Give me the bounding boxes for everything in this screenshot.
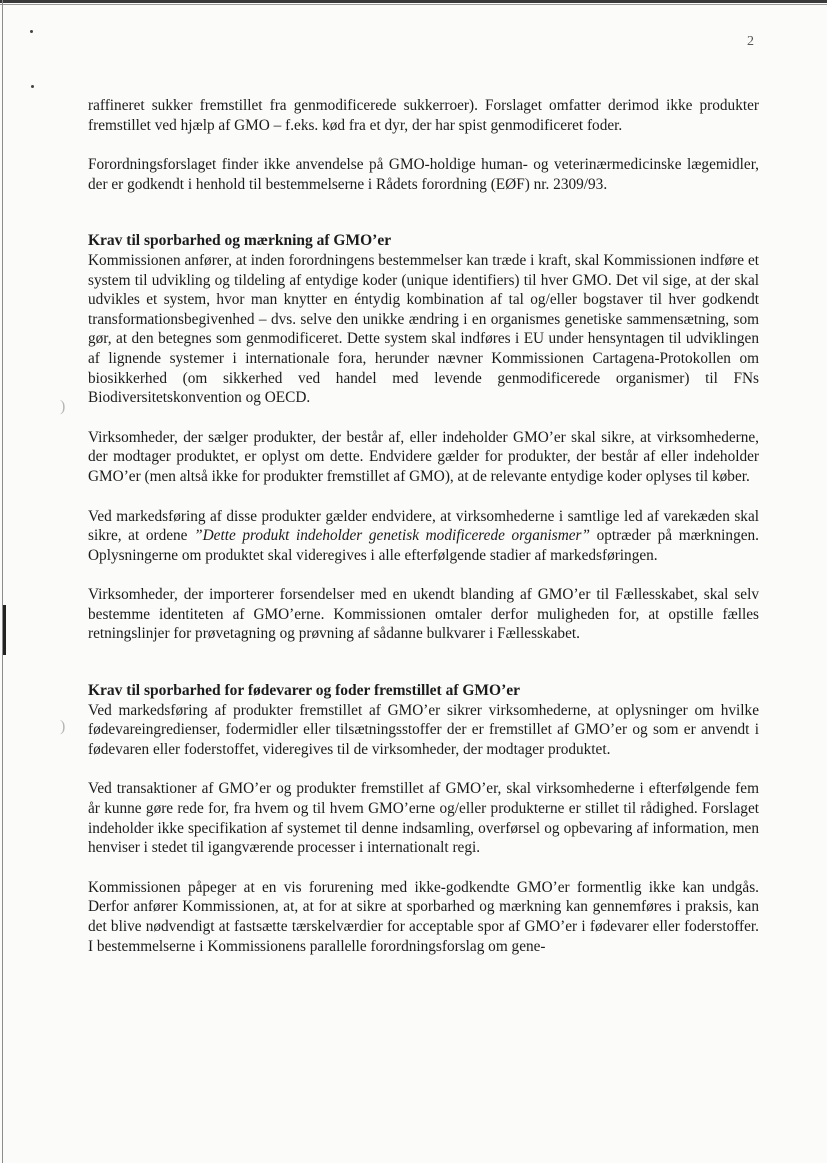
quoted-label-text: ”Dette produkt indeholder genetisk modificerede organismer”: [194, 527, 591, 545]
paragraph: Kommissionen påpeger at en vis forurening med ikke-godkendte GMO’er formentlig ikke kan undgås. Derfor anfører Kommissionen, at, at for at sikre at sporbarhed og mærkning kan gennemføres i praksis, kan det blive nødvendigt at fastsætte tærskelværdier for acceptable spor af GMO’er i fødevarer eller foderstoffer. I bestemmelserne i Kommissionens parallelle forordningsforslag om gene-: [88, 878, 759, 955]
scan-top-edge: [0, 0, 827, 3]
scan-speck: [30, 30, 33, 33]
paragraph: Virksomheder, der importerer forsendelser med en ukendt blanding af GMO’er til Fællesskabet, skal selv bestemme identiteten af GMO’erne. Kommissionen omtaler derfor muligheden for, at opstille fælles retningslinjer for prøvetagning og prøvning af sådanne bulkvarer i Fællesskabet.: [88, 586, 759, 643]
punch-hole-mark: ): [60, 718, 66, 735]
page-number: 2: [747, 34, 754, 49]
punch-hole-mark: ): [60, 398, 66, 415]
paragraph-text: Ved markedsføring af disse produkter gælder endvidere, at virksomhederne i samtlige led af varekæden skal sikre, at ordene: [88, 507, 759, 545]
scan-top-edge-line: [0, 4, 827, 5]
paragraph: Kommissionen anfører, at inden forordningens bestemmelser kan træde i kraft, skal Kommissionen indføre et system til udvikling og tildeling af entydige koder (unique identifiers) til hver GMO. Det vil sige, at der skal udvikles et system, hvor man knytter en éntydig kombination af tal og/eller bogstaver til hver godkendt transformationsbegivenhed – dvs. selve den unikke ændring i en organismes genetiske sammensætning, som gør, at den betegnes som genmodificeret. Dette system skal indføres i EU under hensyntagen til udviklingen af lignende systemer i internationale fora, herunder nævner Kommissionen Cartagena-Protokollen om biosikkerhed (om sikkerhed ved handel med levende genmodificerede organismer) til FNs Biodiversitetskonvention og OECD.: [88, 251, 759, 407]
scan-speck: [31, 85, 34, 88]
paragraph: Ved markedsføring af produkter fremstillet af GMO’er sikrer virksomhederne, at oplysninger om hvilke fødevareingredienser, fodermidler eller tilsætningsstoffer der er fremstillet af GMO’er og som er anvendt i fødevaren eller foderstoffet, videregives til de virksomheder, der modtager produktet.: [88, 701, 759, 758]
paragraph: raffineret sukker fremstillet fra genmodificerede sukkerroer). Forslaget omfatter derimod ikke produkter fremstillet ved hjælp af GMO – f.eks. kød fra et dyr, der har spist genmodificeret foder.: [88, 97, 759, 134]
scan-left-edge: [2, 0, 3, 1163]
document-body: [88, 96, 759, 956]
section-heading: Krav til sporbarhed for fødevarer og foder fremstillet af GMO’er: [88, 682, 521, 700]
section-heading: Krav til sporbarhed og mærkning af GMO’er: [88, 232, 392, 250]
paragraph: Virksomheder, der sælger produkter, der består af, eller indeholder GMO’er skal sikre, at virksomhederne, der modtager produktet, er oplyst om dette. Endvidere gælder for produkter, der består af eller indeholder GMO’er (men altså ikke for produkter fremstillet af GMO), at de relevante entydige koder oplyses til køber.: [88, 428, 759, 485]
paragraph: [88, 507, 759, 566]
paragraph-text: optræder på mærkningen. Oplysningerne om produktet skal videregives i alle efterfølgende stadier af markedsføringen.: [88, 527, 759, 564]
paragraph: Forordningsforslaget finder ikke anvendelse på GMO-holdige human- og veterinærmedicinske lægemidler, der er godkendt i henhold til bestemmelserne i Rådets forordning (EØF) nr. 2309/93.: [88, 156, 759, 193]
scan-binding-mark: [3, 605, 6, 655]
paragraph: Ved transaktioner af GMO’er og produkter fremstillet af GMO’er, skal virksomhederne i efterfølgende fem år kunne gøre rede for, fra hvem og til hvem GMO’erne og/eller produkterne er stillet til rådighed. Forslaget indeholder ikke specifikation af systemet til denne indsamling, overførsel og opbevaring af information, men henviser i stedet til igangværende processer i internationalt regi.: [88, 780, 759, 857]
